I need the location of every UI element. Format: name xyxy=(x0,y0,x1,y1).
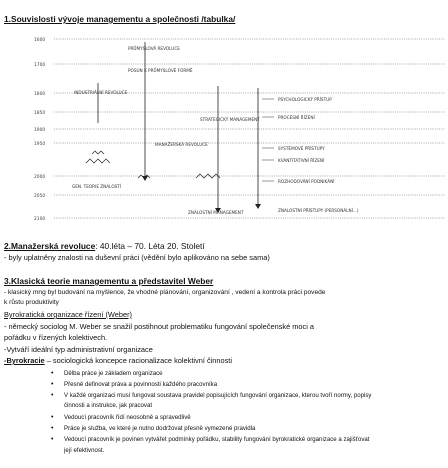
byrokracie-line: -Byrokracie – sociologická koncepce racionalizace kolektivní činnosti xyxy=(4,356,232,365)
year-lines xyxy=(54,39,445,218)
diagram-label: POSUN K PRŮMYSLOVÉ FORMĚ xyxy=(128,68,193,73)
diagram-label: PROCESNÍ ŘÍZENÍ xyxy=(278,115,315,120)
section3-paragraph1b: k růstu produktivity xyxy=(4,299,59,306)
list-item: • Přesně definovat práva a povinnosti každého pracovníka xyxy=(64,381,217,388)
year-label: 1700 xyxy=(34,63,46,68)
diagram-label: PRŮMYSLOVÁ REVOLUCE xyxy=(128,46,180,51)
list-item-continuation: její efektivnost. xyxy=(64,447,105,454)
diagram-label: KVANTITATIVNÍ ŘÍZENÍ xyxy=(278,158,325,163)
list-item: • V každé organizaci musí fungovat soustava pravidel popisujících fungování organizace, kterou tvoří normy, popisy xyxy=(64,392,371,399)
diagram-label: MANAŽERSKÁ REVOLUCE xyxy=(155,142,208,147)
section3-paragraph1a: - klasický mng byl budování na myšlence, že vhodné plánování, organizování , vedení a kontrola práci povede xyxy=(4,289,326,296)
list-item: • Vedoucí pracovník je povinen vytvářet podmínky pořádku, stability fungování byrokratické organizace a zajišťovat xyxy=(64,436,369,443)
list-item: • Vedoucí pracovník řídí neosobně a spravedlivě xyxy=(64,414,191,421)
year-label: 1850 xyxy=(34,111,46,116)
list-item: • Práce je služba, ve které je nutno dodržovat přesně vymezené pravidla xyxy=(64,425,255,432)
diagram-label: ROZHODOVÁNÍ PODNIKÁNÍ xyxy=(278,179,335,184)
diagram-label: INDUSTRIÁLNÍ REVOLUCE xyxy=(74,90,128,95)
year-label: 2100 xyxy=(34,217,46,222)
diagram-label: PSYCHOLOGICKÝ PŘÍSTUP xyxy=(278,97,332,102)
diagram-label: GEN. TEORIE ZNALOSTÍ xyxy=(72,184,122,189)
section3-paragraph2a: - německý sociolog M. Weber se snažil postihnout problematiku fungování společenské moci a xyxy=(4,322,315,331)
year-label: 2050 xyxy=(34,194,46,199)
year-label: 1950 xyxy=(34,142,46,147)
section2-text: - byly uplatněny znalosti na duševní práci (vědění bylo aplikováno na sebe sama) xyxy=(4,253,270,262)
year-label: 1900 xyxy=(34,128,46,133)
section3-paragraph2b: pořádku v řízených kolektivech. xyxy=(4,333,108,342)
year-label: 2000 xyxy=(34,175,46,180)
diagram-label: STRATEGICKÝ MANAGEMENT xyxy=(200,117,260,122)
diagram-label: ZNALOSTNÍ PŘÍSTUPY (PERSONÁLNÍ...) xyxy=(278,208,359,213)
year-label: 1800 xyxy=(34,92,46,97)
section1-heading: 1.Souvislosti vývoje managementu a společnosti /tabulka/ xyxy=(4,14,236,24)
section3-heading: 3.Klasická teorie managementu a představitel Weber xyxy=(4,276,214,286)
list-item-continuation: činnosti a instrukce, jak pracovat xyxy=(64,402,153,409)
diagram-label: ZNALOSTNÍ MANAGEMENT xyxy=(188,210,244,215)
weber-subheading: Byrokratická organizace řízení (Weber) xyxy=(4,310,133,319)
year-label: 1600 xyxy=(34,38,46,43)
management-evolution-diagram xyxy=(0,28,448,238)
section3-paragraph3: -Vytváří ideální typ administrativní organizace xyxy=(4,345,153,354)
list-item: • Dělba práce je základem organizace xyxy=(64,370,163,377)
section2-heading: 2.Manažerská revoluce: 40.léta – 70. Léta 20. Století xyxy=(4,241,205,251)
diagram-label: SYSTÉMOVÉ PŘÍSTUPY xyxy=(278,146,325,151)
